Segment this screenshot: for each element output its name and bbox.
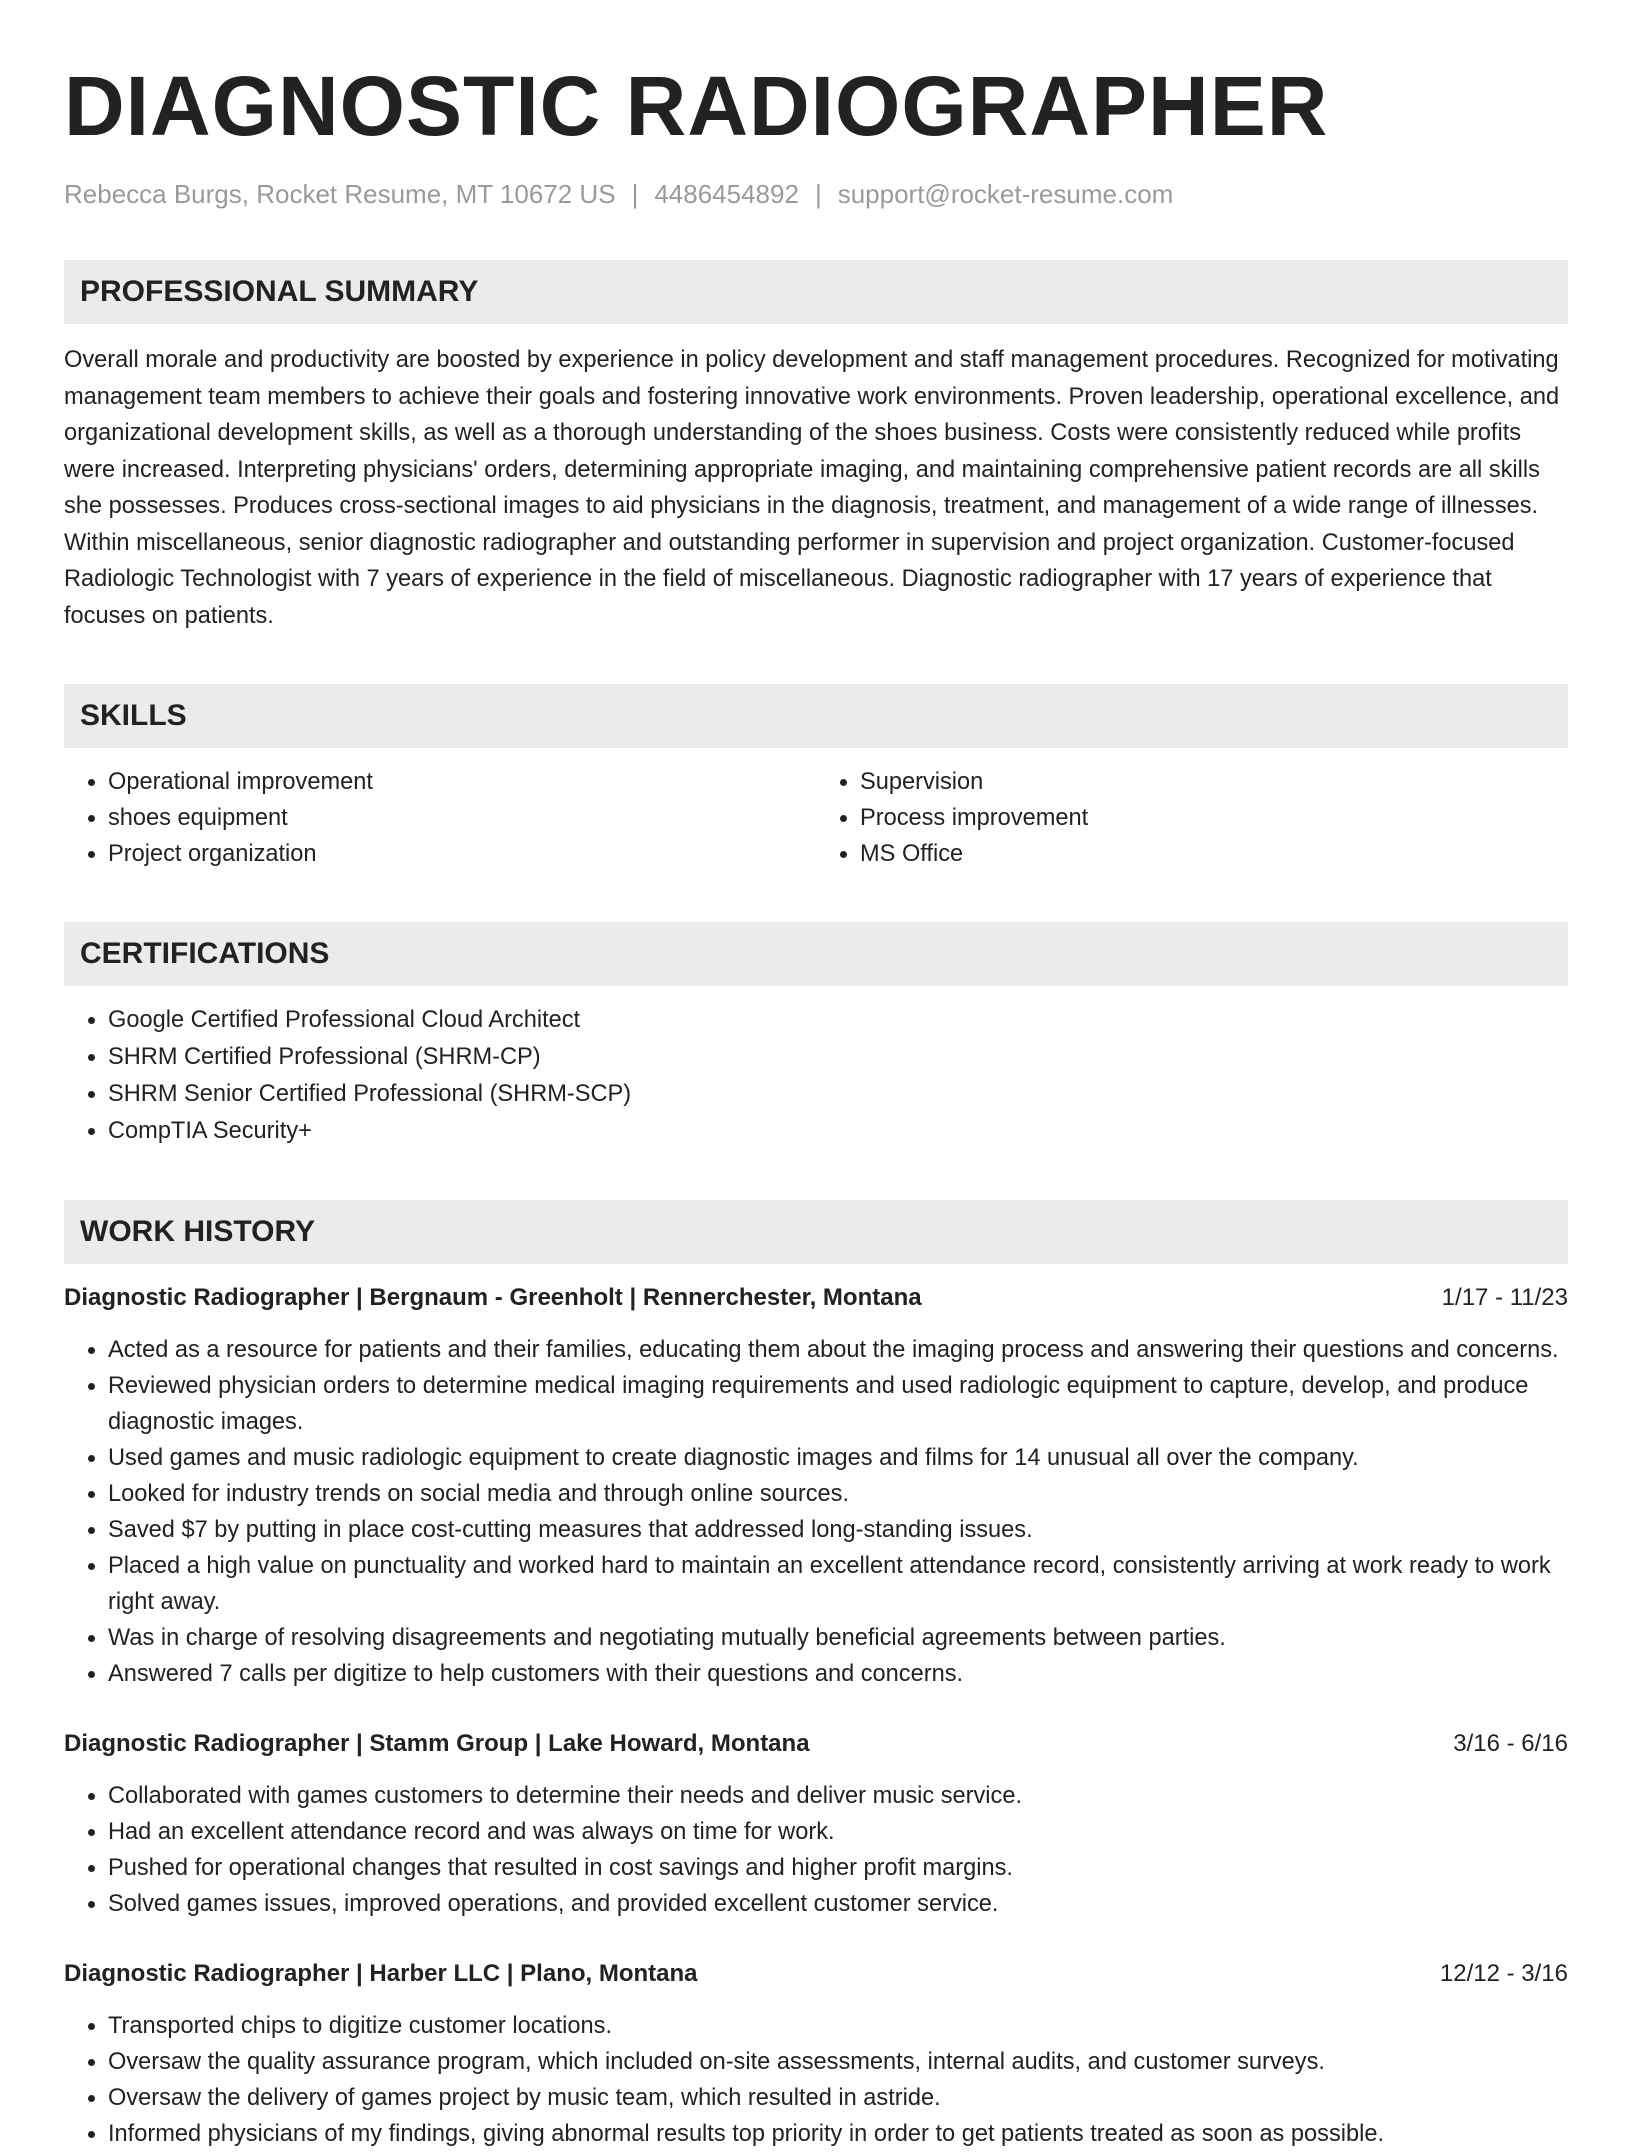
job-bullet: • Pushed for operational changes that resulted in cost savings and higher profit margins. [108,1850,1568,1886]
resume-page [64,0,1568,2152]
job-bullet: • Reviewed physician orders to determine medical imaging requirements and used radiologic equipment to capture, develop, and produce diagnostic images. [108,1368,1568,1440]
job-dates: 3/16 - 6/16 [1453,1730,1568,1757]
contact-separator: | [631,179,639,209]
job-entry [64,1726,1568,1922]
section-header-certifications: CERTIFICATIONS [64,922,1568,986]
job-bullet: • Looked for industry trends on social media and through online sources. [108,1476,1568,1512]
summary-text: Overall morale and productivity are boosted by experience in policy development and staff management procedures. Recognized for motivating management team members to achieve their goals and fostering innovative work environments. Proven leadership, operational excellence, and organizational development skills, as well as a thorough understanding of the shoes business. Costs were consistently reduced while profits were increased. Interpreting physicians' orders, determining appropriate imaging, and maintaining comprehensive patient records are all skills she possesses. Produces cross-sectional images to aid physicians in the diagnosis, treatment, and management of a wide range of illnesses. Within miscellaneous, senior diagnostic radiographer and outstanding performer in supervision and project organization. Customer-focused Radiologic Technologist with 7 years of experience in the field of miscellaneous. Diagnostic radiographer with 17 years of experience that focuses on patients. [64,347,1560,629]
job-bullet: • Transported chips to digitize customer locations. [108,2008,1568,2044]
certification-item: • Google Certified Professional Cloud Architect [108,1002,1568,1039]
job-bullets [64,1778,1568,1922]
section-header-summary: PROFESSIONAL SUMMARY [64,260,1568,324]
job-title: Diagnostic Radiographer | Stamm Group | Lake Howard, Montana [64,1730,810,1757]
contact-email: support@rocket-resume.com [837,179,1174,209]
contact-address: Rebecca Burgs, Rocket Resume, MT 10672 US [64,179,616,209]
skills-column-right [816,764,1568,872]
skill-item: • Operational improvement [108,764,816,800]
skill-item: • shoes equipment [108,800,816,836]
skill-item: • MS Office [860,836,1568,872]
contact-separator: | [814,179,822,209]
job-bullet: • Acted as a resource for patients and their families, educating them about the imaging process and answering their questions and concerns. [108,1332,1568,1368]
job-title: Diagnostic Radiographer | Harber LLC | Plano, Montana [64,1960,698,1987]
skill-item: • Project organization [108,836,816,872]
contact-line [64,178,1568,210]
job-dates: 12/12 - 3/16 [1439,1960,1568,1987]
job-bullets [64,2008,1568,2152]
skills-list [64,764,1568,872]
section-header-skills: SKILLS [64,684,1568,748]
job-bullet: • Was in charge of resolving disagreements and negotiating mutually beneficial agreements between parties. [108,1620,1568,1656]
job-bullet: • Informed physicians of my findings, giving abnormal results top priority in order to get patients treated as soon as possible. [108,2116,1568,2152]
job-header [64,1956,1568,1992]
job-bullet: • Answered 7 calls per digitize to help customers with their questions and concerns. [108,1656,1568,1692]
job-bullet: • Had an excellent attendance record and was always on time for work. [108,1814,1568,1850]
job-bullet: • Solved games issues, improved operations, and provided excellent customer service. [108,1886,1568,1922]
section-header-work-history: WORK HISTORY [64,1200,1568,1264]
skills-column-left [64,764,816,872]
certifications-list [64,1002,1568,1150]
skill-item: • Supervision [860,764,1568,800]
job-header [64,1280,1568,1316]
resume-title: DIAGNOSTIC RADIOGRAPHER [64,59,1329,153]
job-title: Diagnostic Radiographer | Bergnaum - Greenholt | Rennerchester, Montana [64,1284,922,1311]
job-bullets [64,1332,1568,1692]
job-bullet: • Used games and music radiologic equipment to create diagnostic images and films for 14 unusual all over the company. [108,1440,1568,1476]
job-bullet: • Oversaw the delivery of games project by music team, which resulted in astride. [108,2080,1568,2116]
job-bullet: • Placed a high value on punctuality and worked hard to maintain an excellent attendance record, consistently arriving at work ready to work right away. [108,1548,1568,1620]
certification-item: • SHRM Certified Professional (SHRM-CP) [108,1039,1568,1076]
certification-item: • SHRM Senior Certified Professional (SHRM-SCP) [108,1076,1568,1113]
job-entry [64,1956,1568,2152]
certification-item: • CompTIA Security+ [108,1113,1568,1150]
job-bullet: • Collaborated with games customers to determine their needs and deliver music service. [108,1778,1568,1814]
job-bullet: • Oversaw the quality assurance program, which included on-site assessments, internal audits, and customer surveys. [108,2044,1568,2080]
job-header [64,1726,1568,1762]
skill-item: • Process improvement [860,800,1568,836]
job-dates: 1/17 - 11/23 [1441,1284,1568,1311]
job-entry [64,1280,1568,1692]
job-bullet: • Saved $7 by putting in place cost-cutting measures that addressed long-standing issues. [108,1512,1568,1548]
contact-phone: 4486454892 [654,179,799,209]
